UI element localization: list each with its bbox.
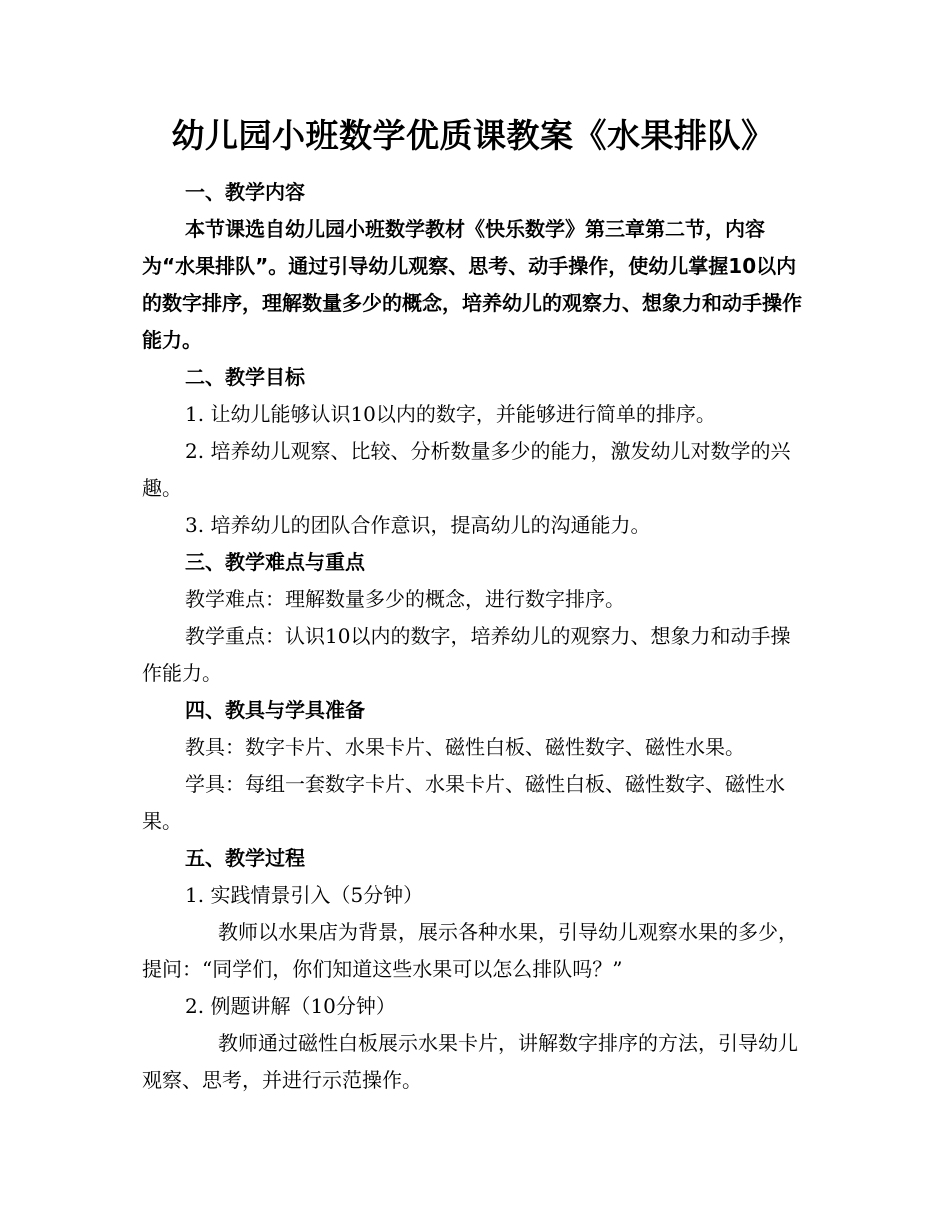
process-step-1-body: 教师以水果店为背景，展示各种水果，引导幼儿观察水果的多少，提问：“同学们，你们知道这些水果可以怎么排队吗？” <box>142 920 798 981</box>
section-heading-content: 一、教学内容 <box>185 180 305 204</box>
teacher-materials-paragraph: 教具：数字卡片、水果卡片、磁性白板、磁性数字、磁性水果。 <box>185 735 745 759</box>
focus-paragraph: 教学重点：认识10以内的数字，培养幼儿的观察力、想象力和动手操作能力。 <box>142 624 791 685</box>
process-step-2-title: 2. 例题讲解（10分钟） <box>185 994 396 1018</box>
process-step-2-body: 教师通过磁性白板展示水果卡片，讲解数字排序的方法，引导幼儿观察、思考，并进行示范操作。 <box>142 1031 798 1092</box>
goal-item-3: 3. 培养幼儿的团队合作意识，提高幼儿的沟通能力。 <box>185 513 651 537</box>
document-page <box>142 100 804 1099</box>
goal-item-1: 1. 让幼儿能够认识10以内的数字，并能够进行简单的排序。 <box>185 402 716 426</box>
difficulty-paragraph: 教学难点：理解数量多少的概念，进行数字排序。 <box>185 587 625 611</box>
student-materials-paragraph: 学具：每组一套数字卡片、水果卡片、磁性白板、磁性数字、磁性水果。 <box>142 772 785 833</box>
section-heading-goals: 二、教学目标 <box>185 365 305 389</box>
process-step-1-title: 1. 实践情景引入（5分钟） <box>185 883 424 907</box>
goal-item-2: 2. 培养幼儿观察、比较、分析数量多少的能力，激发幼儿对数学的兴趣。 <box>142 439 791 500</box>
content-paragraph: 本节课选自幼儿园小班数学教材《快乐数学》第三章第二节，内容为“水果排队”。通过引导幼儿观察、思考、动手操作，使幼儿掌握10以内的数字排序，理解数量多少的概念，培养幼儿的观察力、想象力和动手操作能力。 <box>142 217 802 352</box>
section-heading-process: 五、教学过程 <box>185 846 305 870</box>
document-title: 幼儿园小班数学优质课教案《水果排队》 <box>171 116 775 155</box>
section-heading-materials: 四、教具与学具准备 <box>185 698 365 722</box>
section-heading-keypoints: 三、教学难点与重点 <box>185 550 365 574</box>
